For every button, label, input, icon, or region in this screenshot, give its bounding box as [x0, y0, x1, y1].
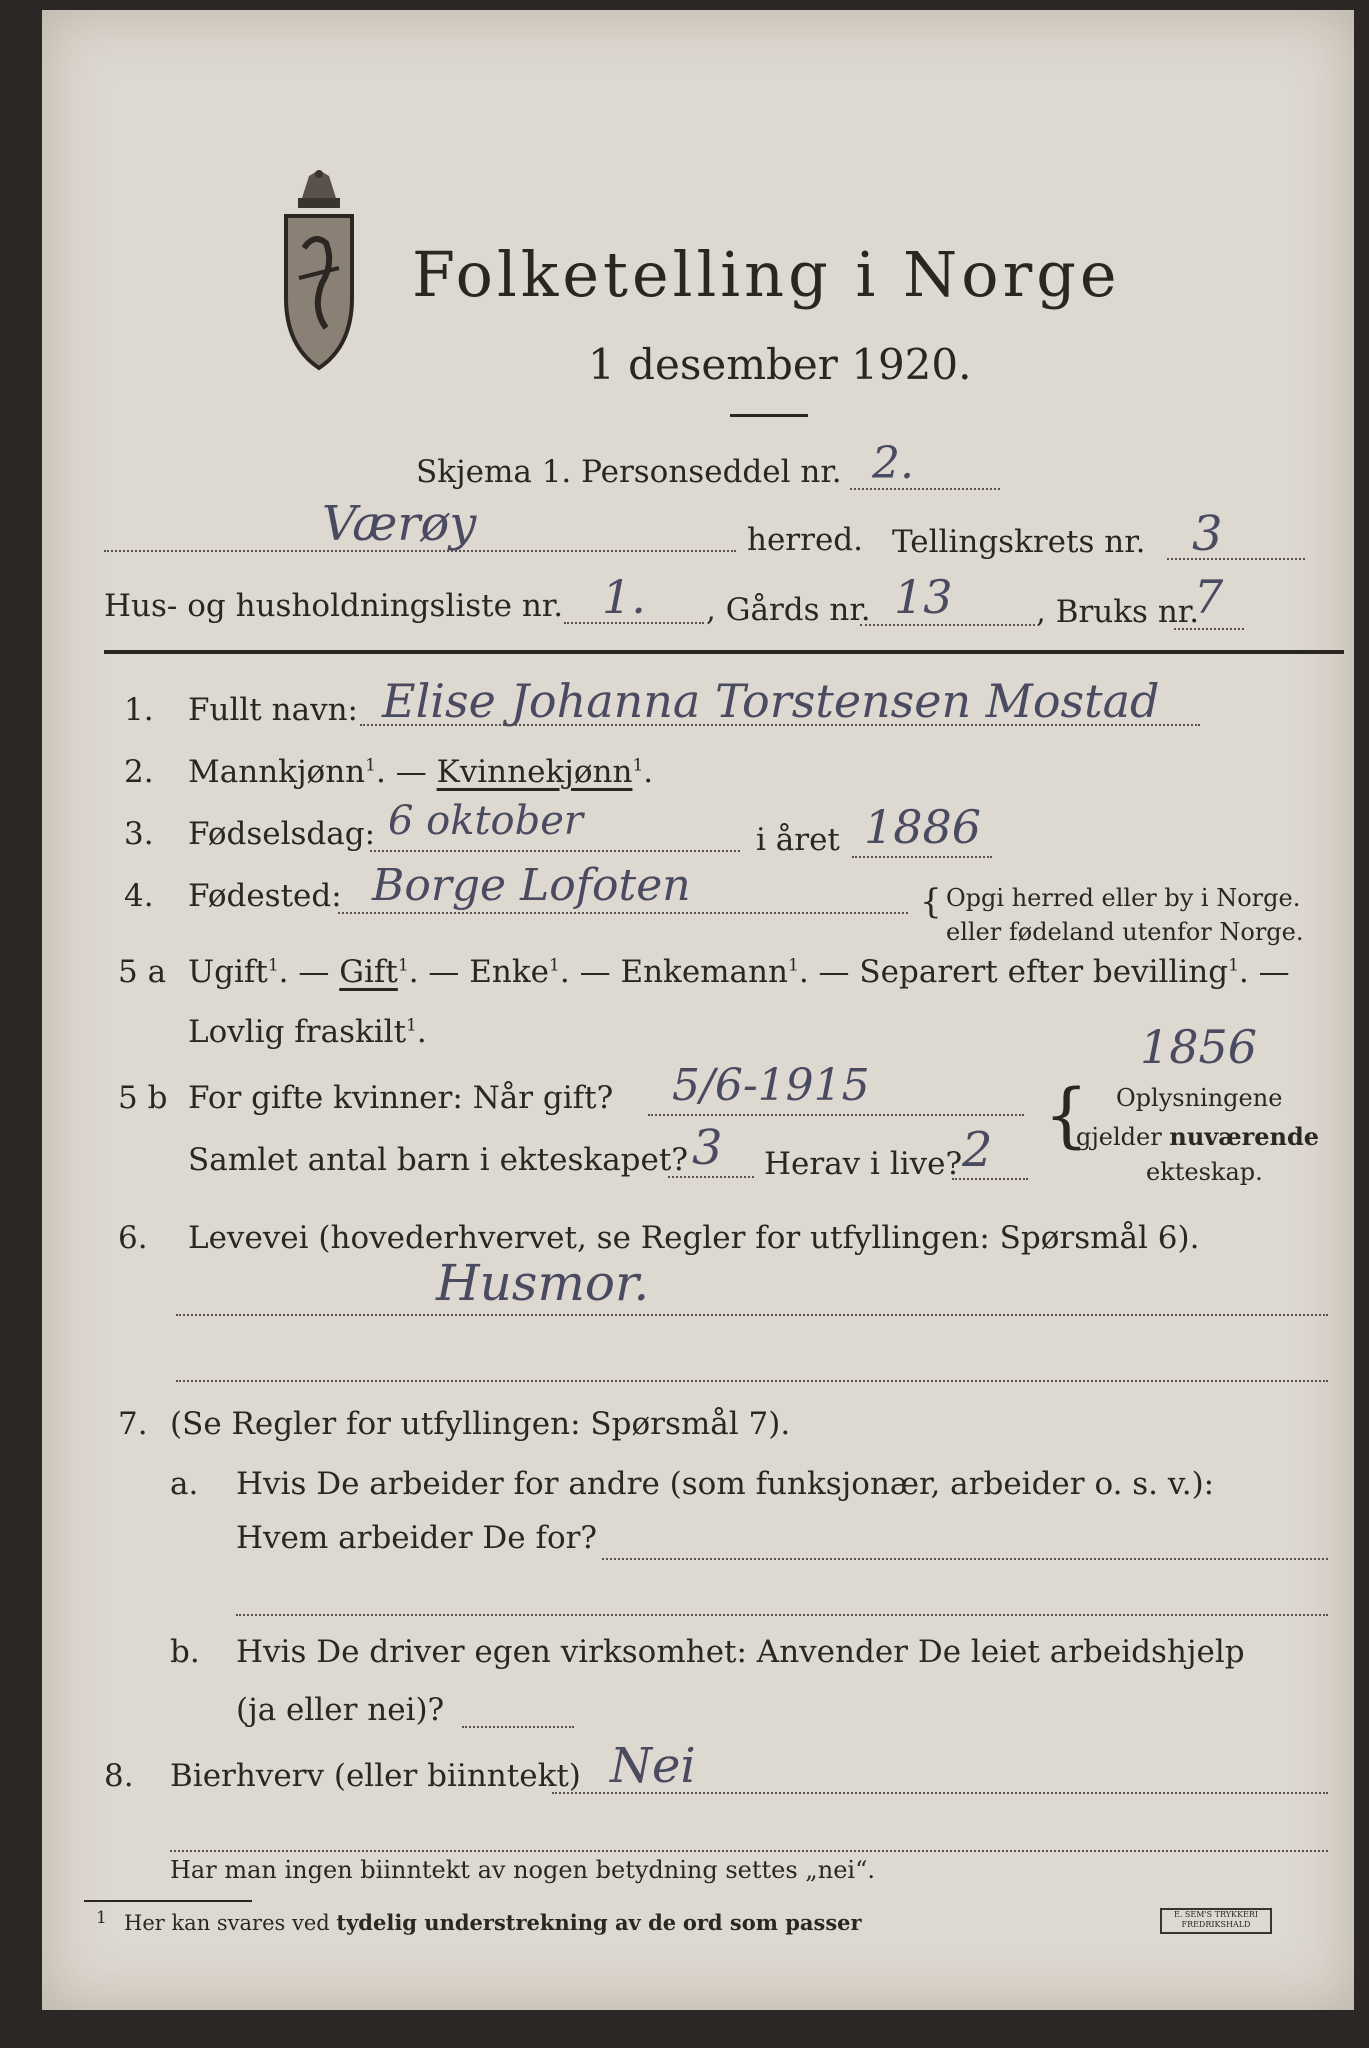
coat-of-arms-icon	[264, 168, 374, 378]
footnote-mark: 1	[96, 1908, 107, 1928]
q4-note-2: eller fødeland utenfor Norge.	[946, 918, 1304, 946]
q1-value: Elise Johanna Torstensen Mostad	[382, 674, 1160, 728]
bruks-line	[1174, 628, 1244, 630]
q3-label: Fødselsdag:	[188, 816, 376, 852]
q4-line	[338, 912, 908, 914]
gards-nr: 13	[894, 570, 953, 624]
q5a-fraskilt: Lovlig fraskilt$^1$.	[188, 1014, 427, 1050]
husliste-nr: 1.	[602, 570, 646, 624]
q5b-label: For gifte kvinner: Når gift?	[188, 1080, 614, 1116]
census-form	[42, 10, 1354, 2010]
tellingskrets-label: Tellingskrets nr.	[892, 524, 1146, 560]
q7b-text: Hvis De driver egen virksomhet: Anvender De leiet arbeidshjelp	[236, 1634, 1245, 1670]
q5b-barn-label: Samlet antal barn i ekteskapet?	[188, 1142, 688, 1178]
bruks-nr: 7	[1194, 570, 1224, 624]
q5b-value: 5/6-1915	[672, 1060, 870, 1111]
q1-label: Fullt navn:	[188, 692, 358, 728]
q5b-live-label: Herav i live?	[764, 1146, 963, 1182]
herred-name: Værøy	[322, 496, 477, 552]
q8-number: 8.	[104, 1758, 134, 1794]
q5b-line	[648, 1114, 1024, 1116]
q7b-letter: b.	[170, 1634, 200, 1670]
q8-line-2	[170, 1850, 1328, 1852]
q5b-barn-line	[668, 1176, 754, 1178]
gards-line	[860, 624, 1035, 626]
q5b-live-line	[952, 1178, 1028, 1180]
q7a-question: Hvem arbeider De for?	[236, 1520, 598, 1556]
husliste-label: Hus- og husholdningsliste nr.	[104, 588, 564, 624]
q5a-gift: Gift	[339, 954, 398, 990]
q5a-options: Ugift$^1$. — Gift$^1$. — Enke$^1$. — Enkemann$^1$. — Separert efter bevilling$^1$. —	[188, 954, 1290, 990]
q5b-barn: 3	[692, 1120, 723, 1176]
skjema-nr: 2.	[872, 438, 914, 489]
q2-number: 2.	[124, 754, 154, 790]
q8-value: Nei	[610, 1738, 696, 1794]
q4-number: 4.	[124, 878, 154, 914]
herred-label: herred.	[747, 522, 863, 558]
q7a-line-1	[602, 1558, 1328, 1560]
q5b-note-1: Oplysningene	[1116, 1084, 1283, 1112]
q1-number: 1.	[124, 692, 154, 728]
footnote: Her kan svares ved tydelig understrekning av de ord som passer	[124, 1910, 862, 1935]
q5b-annotation: 1856	[1140, 1020, 1258, 1074]
q3-year-line	[852, 856, 992, 858]
q2-options: Mannkjønn$^1$. — Kvinnekjønn$^1$.	[188, 754, 654, 790]
q4-brace: {	[920, 882, 942, 922]
gards-label: , Gårds nr.	[706, 592, 871, 628]
q5b-brace: {	[1044, 1074, 1089, 1156]
form-title: Folketelling i Norge	[412, 238, 1121, 311]
q2-male: Mannkjønn	[188, 754, 366, 790]
q6-line-1	[176, 1314, 1328, 1316]
q7a-text: Hvis De arbeider for andre (som funksjonær, arbeider o. s. v.):	[236, 1466, 1215, 1502]
q3-year-label: i året	[756, 822, 840, 858]
tellingskrets-line	[1167, 558, 1305, 560]
q4-note-1: Opgi herred eller by i Norge.	[946, 884, 1301, 912]
q8-label: Bierhverv (eller biinntekt)	[170, 1758, 581, 1794]
skjema-label: Skjema 1. Personseddel nr.	[416, 454, 842, 490]
tellingskrets-nr: 3	[1192, 506, 1223, 562]
q3-number: 3.	[124, 816, 154, 852]
q6-line-2	[176, 1380, 1328, 1382]
q6-label: Levevei (hovederhvervet, se Regler for utfyllingen: Spørsmål 6).	[188, 1220, 1200, 1256]
q7b-line	[462, 1726, 574, 1728]
q5b-note-2: gjelder nuværende	[1076, 1122, 1320, 1151]
q7-label: (Se Regler for utfyllingen: Spørsmål 7).	[170, 1406, 791, 1442]
q3-line	[370, 850, 740, 852]
q7-number: 7.	[118, 1406, 148, 1442]
footer-note: Har man ingen biinntekt av nogen betydning settes „nei“.	[170, 1856, 875, 1884]
q5b-live: 2	[962, 1122, 993, 1178]
title-divider	[730, 414, 808, 417]
bruks-label: , Bruks nr.	[1036, 594, 1200, 630]
q2-female: Kvinnekjønn	[436, 754, 633, 790]
q5b-number: 5 b	[118, 1080, 168, 1116]
q5b-note-3: ekteskap.	[1146, 1158, 1263, 1186]
header-rule	[104, 650, 1344, 654]
q3-value: 6 oktober	[388, 798, 584, 844]
q7b-question: (ja eller nei)?	[236, 1692, 445, 1728]
form-date: 1 desember 1920.	[588, 340, 972, 389]
q3-year: 1886	[864, 800, 982, 854]
q6-number: 6.	[118, 1220, 148, 1256]
q4-value: Borge Lofoten	[372, 860, 691, 911]
q4-label: Fødested:	[188, 878, 342, 914]
q7a-line-2	[236, 1614, 1328, 1616]
footnote-divider	[84, 1900, 252, 1902]
q5a-number: 5 a	[118, 954, 167, 990]
q6-value: Husmor.	[436, 1254, 650, 1312]
printer-stamp: E. SEM'S TRYKKERI FREDRIKSHALD	[1160, 1908, 1272, 1934]
q7a-letter: a.	[170, 1466, 199, 1502]
